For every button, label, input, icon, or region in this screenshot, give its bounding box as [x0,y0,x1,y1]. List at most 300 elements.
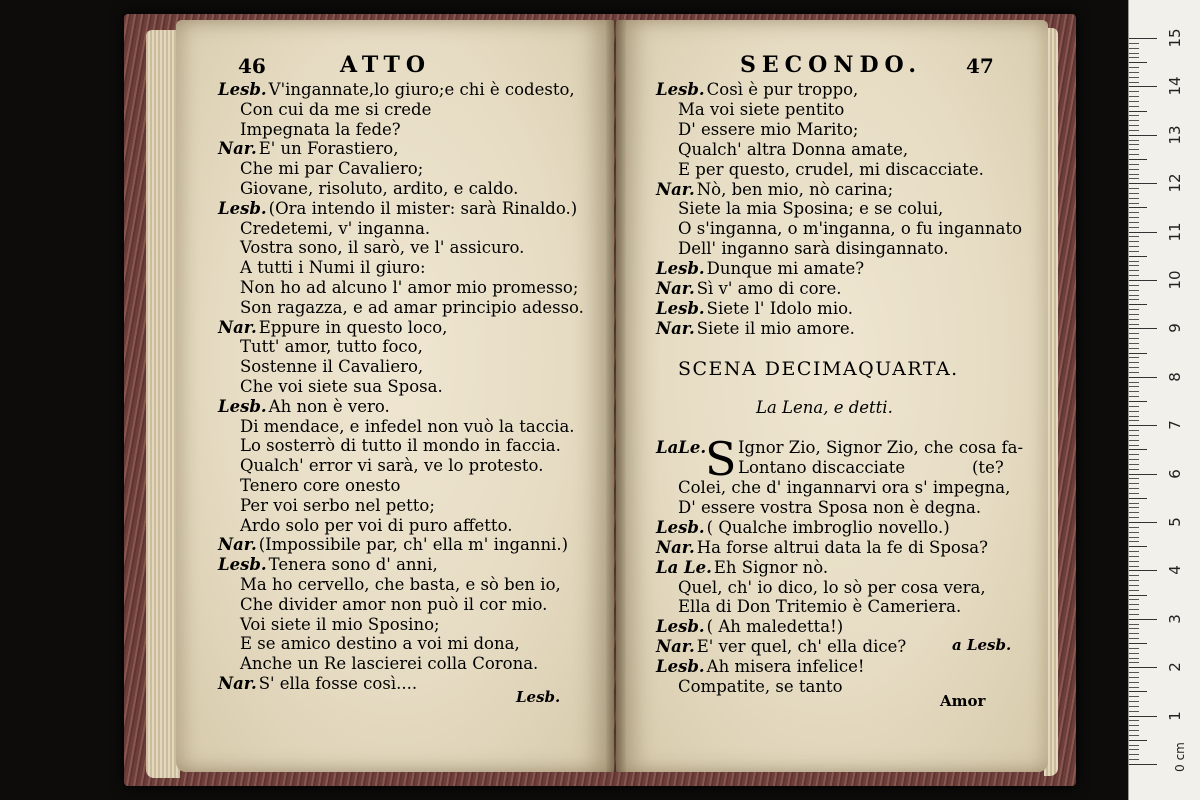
verse-line [240,496,435,516]
speaker-label: Lesb. [656,657,705,677]
ruler-tick [1129,265,1139,266]
ruler-tick [1129,537,1139,538]
verse-text: A tutti i Numi il giuro: [240,258,426,278]
speaker-label: Lesb. [218,80,267,99]
ruler-tick [1129,691,1147,692]
verse-line [678,597,961,617]
ruler-tick [1129,91,1139,92]
ruler-tick [1129,449,1147,450]
verse-text: Ha forse altrui data la fe di Sposa? [696,537,988,557]
ruler-tick [1129,464,1139,465]
verse-text: D' essere mio Marito; [678,119,859,139]
verse-line [678,239,949,259]
speaker-label: Nar. [218,139,257,159]
verse-text: Eppure in questo loco, [258,317,448,337]
verse-text: Voi siete il mio Sposino; [240,614,440,634]
ruler-tick [1129,546,1147,547]
ruler-tick [1129,687,1139,688]
verse-line [240,436,561,456]
ruler-tick [1129,304,1147,305]
lena-speaker: LaLe. [656,438,707,457]
ruler-tick [1129,111,1147,112]
ruler-tick [1129,77,1139,78]
verse-line [678,219,1022,239]
verse-line [240,575,561,595]
verse-text: O s'inganna, o m'inganna, o fu ingannato [678,219,1023,239]
verse-text: Ella di Don Tritemio è Cameriera. [678,597,962,617]
ruler-tick [1129,435,1139,436]
verse-line [656,518,950,538]
ruler-tick [1129,198,1139,199]
ruler-label: 11 [1166,222,1184,242]
ruler-tick [1129,285,1139,286]
ruler-tick [1129,483,1139,484]
verse-line [656,319,855,339]
verse-text: Dunque mi amate? [706,259,865,279]
ruler-tick [1129,585,1139,586]
lena-line-1: Ignor Zio, Signor Zio, che cosa fa- [738,438,1024,457]
verse-line [218,139,398,159]
ruler-tick [1129,754,1139,755]
verse-text: Qualch' error vi sarà, ve lo protesto. [240,456,544,476]
verse-line [240,219,430,239]
ruler-label: 10 [1166,270,1184,290]
ruler-unit: 0 cm [1172,742,1187,772]
ruler-tick [1129,227,1139,228]
verse-line [240,634,520,654]
verse-line [678,120,859,140]
verse-text: Ma ho cervello, che basta, e sò ben io, [240,575,561,594]
verse-text: Non ho ad alcuno l' amor mio promesso; [240,278,579,297]
ruler-label: 7 [1166,420,1184,430]
ruler-tick [1129,624,1139,625]
ruler-tick [1129,43,1139,44]
speaker-label: Nar. [656,179,695,199]
ruler-tick [1129,96,1139,97]
verse-line [240,417,575,437]
verse-line [240,100,431,120]
verse-text: V'ingannate,lo giuro;e chi è codesto, [268,80,575,99]
verse-line [678,160,984,180]
ruler-tick [1129,48,1139,49]
ruler-tick [1129,711,1139,712]
ruler-tick [1129,135,1157,136]
speaker-label: Lesb. [656,617,705,637]
ruler-tick [1129,348,1139,349]
ruler-tick [1129,193,1139,194]
ruler-tick [1129,682,1139,683]
measuring-ruler [1128,0,1200,800]
verse-text: Eh Signor nò. [713,557,829,577]
ruler-label: 8 [1166,372,1184,382]
ruler-tick [1129,328,1157,329]
ruler-tick [1129,720,1139,721]
verse-text: Qualch' altra Donna amate, [678,139,909,159]
verse-line [678,140,908,160]
speaker-label: Nar. [656,318,695,338]
ruler-tick [1129,57,1139,58]
ruler-tick [1129,522,1157,523]
verse-line [656,80,858,100]
left-page-number: 46 [238,54,266,78]
verse-text: Per voi serbo nel petto; [240,495,435,515]
ruler-tick [1129,411,1139,412]
page-edges-left [146,30,180,778]
speaker-label: Nar. [218,674,257,693]
book-gutter [606,20,626,772]
verse-text: Che voi siete sua Sposa. [240,377,443,396]
verse-line [656,279,841,299]
ruler-tick [1129,299,1139,300]
speaker-label: Lesb. [656,298,705,318]
lena-line-2-turnover: (te? [972,458,1004,477]
right-catchword: Amor [940,692,986,710]
ruler-tick [1129,62,1147,63]
ruler-tick [1129,357,1139,358]
ruler-tick [1129,338,1139,339]
verse-text: E' un Forastiero, [258,139,399,159]
ruler-tick [1129,595,1147,596]
ruler-tick [1129,120,1139,121]
ruler-tick [1129,38,1157,39]
ruler-tick [1129,503,1139,504]
ruler-tick [1129,619,1157,620]
left-catchword: Lesb. [516,688,561,706]
verse-line [218,318,447,338]
verse-line [240,377,443,397]
ruler-tick [1129,125,1139,126]
drop-capital: S [705,432,737,486]
ruler-tick [1129,648,1139,649]
ruler-tick [1129,367,1139,368]
verse-line [240,476,400,496]
ruler-tick [1129,115,1139,116]
ruler-tick [1129,241,1139,242]
ruler-tick [1129,290,1139,291]
ruler-tick [1129,232,1157,233]
verse-text: Son ragazza, e ad amar principio adesso. [240,297,584,317]
verse-line [240,298,584,318]
ruler-tick [1129,609,1139,610]
ruler-tick [1129,488,1139,489]
ruler-tick [1129,183,1157,184]
verse-text: E per questo, crudel, mi discacciate. [678,159,984,179]
ruler-tick [1129,478,1139,479]
verse-text: Così è pur troppo, [706,80,859,99]
ruler-tick [1129,735,1139,736]
ruler-tick [1129,740,1147,741]
verse-text: (Impossibile par, ch' ella m' inganni.) [258,535,569,555]
ruler-tick [1129,280,1157,281]
ruler-tick [1129,386,1139,387]
verse-line [240,337,423,357]
verse-line [218,535,568,555]
ruler-tick [1129,527,1139,528]
verse-line [240,179,518,199]
verse-text: ( Qualche imbroglio novello.) [706,517,950,537]
ruler-tick [1129,730,1139,731]
ruler-tick [1129,445,1139,446]
ruler-tick [1129,653,1139,654]
verse-text: Tenera sono d' anni, [268,555,438,575]
verse-text: Ardo solo per voi di puro affetto. [240,515,513,535]
ruler-tick [1129,86,1157,87]
ruler-tick [1129,561,1139,562]
ruler-tick [1129,188,1139,189]
verse-text: Ma voi siete pentito [678,99,845,119]
ruler-tick [1129,551,1139,552]
ruler-tick [1129,353,1147,354]
ruler-tick [1129,169,1139,170]
lena-line-2: Lontano discacciate [738,458,906,477]
ruler-tick [1129,580,1139,581]
speaker-label: Lesb. [656,259,705,279]
ruler-tick [1129,725,1139,726]
ruler-tick [1129,672,1139,673]
scene-characters: La Lena, e detti. [756,398,893,417]
ruler-tick [1129,570,1157,571]
verse-text: Compatite, se tanto [678,677,843,696]
ruler-tick [1129,149,1139,150]
speaker-label: Nar. [218,535,257,555]
ruler-tick [1129,164,1139,165]
ruler-tick [1129,556,1139,557]
verse-line [656,617,843,637]
ruler-tick [1129,662,1139,663]
scene-title: SCENA DECIMAQUARTA. [678,358,959,380]
ruler-tick [1129,425,1157,426]
ruler-tick [1129,396,1139,397]
ruler-tick [1129,401,1147,402]
ruler-tick [1129,614,1139,615]
verse-text: Nò, ben mio, nò carina; [696,179,894,199]
verse-line [656,657,865,677]
ruler-tick [1129,745,1139,746]
ruler-tick [1129,590,1139,591]
verse-line [656,637,906,657]
ruler-tick [1129,677,1139,678]
ruler-tick [1129,212,1139,213]
ruler-tick [1129,275,1139,276]
ruler-tick [1129,140,1139,141]
ruler-tick [1129,333,1139,334]
ruler-tick [1129,391,1139,392]
verse-text: Lo sosterrò di tutto il mondo in faccia. [240,436,561,456]
verse-line [656,558,828,578]
verse-text: Dell' inganno sarà disingannato. [678,239,949,259]
ruler-tick [1129,420,1139,421]
verse-line [678,478,1010,498]
verse-text: Credetemi, v' inganna. [240,218,431,238]
speaker-label: Nar. [656,279,695,298]
verse-text: Siete il mio amore. [696,318,855,338]
ruler-label: 14 [1166,76,1184,96]
ruler-tick [1129,207,1147,208]
ruler-tick [1129,67,1139,68]
ruler-label: 2 [1166,662,1184,672]
verse-text: Quel, ch' io dico, lo sò per cosa vera, [678,577,986,597]
ruler-tick [1129,382,1139,383]
verse-text: (Ora intendo il mister: sarà Rinaldo.) [268,198,578,218]
ruler-label: 5 [1166,517,1184,527]
ruler-tick [1129,246,1139,247]
verse-line [240,357,423,377]
verse-line [240,120,401,140]
verse-line [240,278,578,298]
ruler-tick [1129,416,1139,417]
ruler-tick [1129,575,1139,576]
verse-text: E' ver quel, ch' ella dice? [696,637,907,657]
ruler-tick [1129,236,1139,237]
verse-line [240,159,423,179]
ruler-tick [1129,377,1157,378]
verse-line [678,199,943,219]
verse-text: Giovane, risoluto, ardito, e caldo. [240,179,519,198]
ruler-tick [1129,638,1139,639]
ruler-tick [1129,716,1157,717]
right-page-number: 47 [966,54,994,78]
ruler-tick [1129,658,1139,659]
ruler-tick [1129,628,1139,629]
ruler-tick [1129,72,1139,73]
ruler-tick [1129,696,1139,697]
ruler-tick [1129,178,1139,179]
verse-line [678,677,843,697]
verse-text: D' essere vostra Sposa non è degna. [678,497,982,517]
verse-line [656,259,864,279]
ruler-tick [1129,174,1139,175]
ruler-tick [1129,469,1139,470]
verse-line [678,498,981,518]
verse-line [678,100,844,120]
ruler-tick [1129,406,1139,407]
ruler-tick [1129,217,1139,218]
verse-text: E se amico destino a voi mi dona, [240,634,520,654]
ruler-tick [1129,256,1147,257]
speaker-label: Nar. [218,317,257,337]
left-running-head: ATTO [340,52,431,78]
ruler-tick [1129,106,1139,107]
ruler-tick [1129,430,1139,431]
ruler-label: 12 [1166,173,1184,193]
ruler-tick [1129,566,1139,567]
verse-line [218,674,417,694]
verse-line [678,578,986,598]
verse-text: Sostenne il Cavaliero, [240,357,424,377]
ruler-tick [1129,749,1139,750]
ruler-tick [1129,454,1139,455]
ruler-tick [1129,53,1139,54]
verse-line [656,299,853,319]
ruler-tick [1129,604,1139,605]
ruler-tick [1129,532,1139,533]
ruler-tick [1129,324,1139,325]
ruler-tick [1129,130,1139,131]
verse-text: Sì v' amo di core. [696,279,842,298]
verse-text: Ah misera infelice! [706,657,865,677]
ruler-tick [1129,633,1139,634]
ruler-label: 3 [1166,614,1184,624]
verse-text: Tenero core onesto [240,476,401,495]
verse-text: Siete l' Idolo mio. [706,298,853,318]
ruler-label: 9 [1166,323,1184,334]
verse-line [656,180,893,200]
verse-text: Che divider amor non può il cor mio. [240,594,548,614]
verse-line [240,258,426,278]
ruler-tick [1129,512,1139,513]
ruler-tick [1129,459,1139,460]
ruler-tick [1129,362,1139,363]
verse-line [240,595,547,615]
right-running-head: SECONDO. [740,52,923,78]
verse-text: Siete la mia Sposina; e se colui, [678,199,944,219]
ruler-tick [1129,144,1139,145]
ruler-tick [1129,82,1139,83]
ruler-tick [1129,159,1147,160]
verse-text: Impegnata la fede? [240,119,401,139]
ruler-tick [1129,222,1139,223]
ruler-tick [1129,474,1157,475]
verse-line [218,80,575,100]
verse-line [218,199,577,219]
speaker-label: Lesb. [656,80,705,99]
speaker-label: Lesb. [656,517,705,537]
verse-text: Tutt' amor, tutto foco, [240,337,423,357]
ruler-tick [1129,154,1139,155]
ruler-tick [1129,101,1139,102]
ruler-tick [1129,295,1139,296]
verse-text: Anche un Re lascierei colla Corona. [240,654,539,674]
speaker-label: Nar. [656,637,695,657]
ruler-tick [1129,251,1139,252]
ruler-tick [1129,261,1139,262]
verse-line [218,555,438,575]
ruler-tick [1129,493,1139,494]
ruler-tick [1129,343,1139,344]
ruler-label: 6 [1166,468,1184,479]
speaker-label: Nar. [656,537,695,557]
speaker-label: Lesb. [218,555,267,575]
ruler-label: 15 [1166,28,1184,48]
verse-text: S' ella fosse così.... [258,674,418,693]
ruler-tick [1129,764,1157,765]
speaker-label: Lesb. [218,198,267,218]
ruler-tick [1129,701,1139,702]
speaker-label: La Le. [656,557,712,577]
verse-line [656,538,988,558]
ruler-tick [1129,541,1139,542]
verse-text: Con cui da me si crede [240,99,432,119]
verse-line [240,516,512,536]
ruler-label: 4 [1166,565,1184,576]
ruler-tick [1129,372,1139,373]
verse-text: Ah non è vero. [268,396,390,416]
stage-direction: a Lesb. [952,636,1012,654]
ruler-tick [1129,319,1139,320]
ruler-tick [1129,440,1139,441]
verse-text: Di mendace, e infedel non vuò la taccia. [240,416,575,436]
ruler-tick [1129,270,1139,271]
ruler-tick [1129,203,1139,204]
ruler-tick [1129,309,1139,310]
ruler-tick [1129,498,1147,499]
verse-text: ( Ah maledetta!) [706,617,844,637]
ruler-label: 13 [1166,125,1184,145]
ruler-tick [1129,643,1147,644]
ruler-label: 1 [1166,710,1184,721]
ruler-tick [1129,314,1139,315]
speaker-label: Lesb. [218,396,267,416]
